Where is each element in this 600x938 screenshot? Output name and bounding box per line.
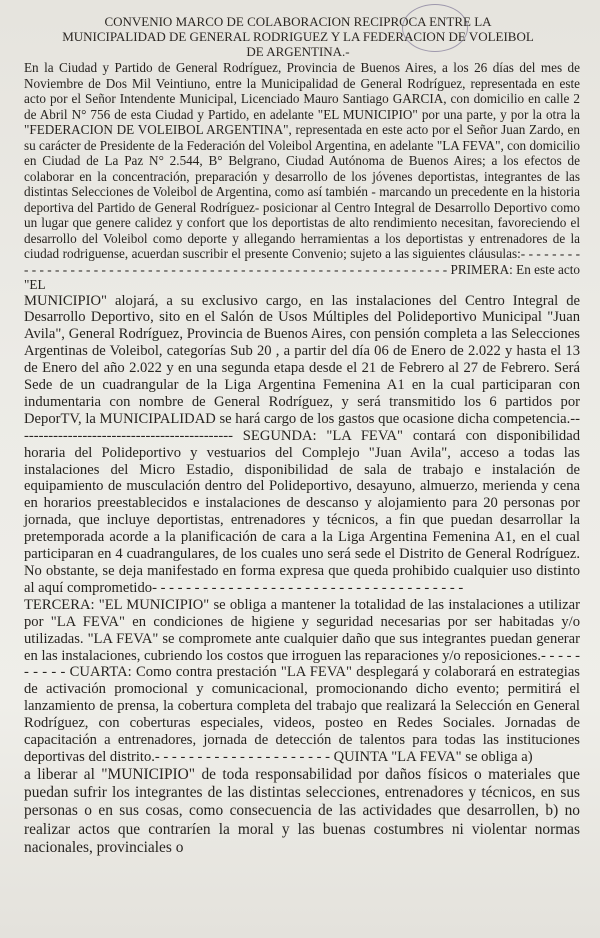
clause-primera-segunda: MUNICIPIO" alojará, a su exclusivo cargo, en las instalaciones del Centro Integral de Desarrollo Deportivo, sito en el Salón de Usos Múltiples del Polideportivo Municipal "Juan Avila", General Rodríguez, Provincia de Buenos Aires, con pensión completa a las Selecciones Argentinas de Voleibol, categorías Sub 20 , a partir del día 06 de Enero de 2.022 y hasta el 13 de Enero del año 2.022 y en una segunda etapa desde el 21 de Febrero al 27 de Febrero. Será Sede de un cuadrangular de la Liga Argentina Femenina A1 en la cual participaran con indumentaria con nombre de General Rodríguez, y será transmitido los 6 partidos por DeporTV, la MUNICIPALIDAD se hará cargo de los gastos que ocasione dicha competencia.--------------------------------------------- SEGUNDA: "LA FEVA" contará con disponibilidad horaria del Polideportivo y vestuarios del Complejo "Juan Avila", acceso a todas las instalaciones del Micro Estadio, disponibilidad de sala de trabajo e instalación de equipamiento de musculación dentro del Polideportivo, desayuno, almuerzo, merienda y cena en horarios preestablecidos e instalaciones de descanso y alojamiento para 20 personas por jornada, que incluye deportistas, entrenadores y técnicos, a fin que puedan desarrollar la pretemporada acorde a la planificación de cara a la Liga Argentina Femenina A1, en el cual participaran en 4 cuadrangulares, de los cuales uno será sede el Distrito de General Rodríguez. No obstante, se deja manifestado en forma expresa que queda prohibido cualquier uso distinto al aquí comprometido- - - - - - - - - - - - - - - - - - - - - - - - - - - - - - - - - - - - - <box>24 292 580 596</box>
clause-quinta-continued: a liberar al "MUNICIPIO" de toda responsabilidad por daños físicos o materiales que puedan sufrir los integrantes de las distintas selecciones, entrenadores y técnicos, en sus personas o en sus cosas, como consecuencia de las actividades que desarrollen, b) no realizar actos que contraríen la moral y las buenas costumbres ni violentar normas nacionales, provinciales o <box>24 765 580 857</box>
document-body <box>24 60 580 857</box>
intro-paragraph: En la Ciudad y Partido de General Rodríguez, Provincia de Buenos Aires, a los 26 días del mes de Noviembre de Dos Mil Veintiuno, entre la Municipalidad de General Rodríguez, representada en este acto por el Señor Intendente Municipal, Licenciado Mauro Santiago GARCIA, con domicilio en calle 2 de Abril N° 756 de esta Ciudad y Partido, en adelante "EL MUNICIPIO" por una parte, y por la otra la "FEDERACION DE VOLEIBOL ARGENTINA", representada en este acto por el Señor Juan Zardo, en su carácter de Presidente de la Federación del Voleibol Argentina, en adelante "LA FEVA", con domicilio en Ciudad de La Paz N° 2.544, B° Belgrano, Ciudad Autónoma de Buenos Aires; a los efectos de colaborar en la concentración, preparación y desarrollo de los jóvenes deportistas, integrantes de las distintas Selecciones de Voleibol de Argentina, como así también - marcando un precedente en la historia deportiva del Partido de General Rodríguez- posicionar al Centro Integral de Desarrollo Deportivo como un lugar que genere calidez y confort que los deportistas de alto rendimiento necesitan, favoreciendo el desarrollo del Voleibol como deporte y allegando herramientas a los deportistas y entrenadores de la ciudad rodriguense, acuerdan suscribir el presente Convenio; sujeto a las siguientes cláusulas:- - - - - - - - - - - - - - - - - - - - - - - - - - - - - - - - - - - - - - - - - - - - - - - - - - - - - - - - - - - - - - - PRIMERA: En este acto "EL <box>24 60 580 292</box>
title-line-1: CONVENIO MARCO DE COLABORACION RECIPROCA ENTRE LA <box>104 14 492 29</box>
title-line-2: MUNICIPALIDAD DE GENERAL RODRIGUEZ Y LA FEDERACION DE VOLEIBOL <box>62 29 534 44</box>
document-title <box>58 14 538 59</box>
clause-tercera-cuarta-quinta: TERCERA: "EL MUNICIPIO" se obliga a mantener la totalidad de las instalaciones a utilizar por "LA FEVA" en condiciones de higiene y seguridad necesarias por ser habitadas y/o utilizadas. "LA FEVA" se compromete ante cualquier daño que sus integrantes puedan generar en las instalaciones, cubriendo los costos que irroguen las reparaciones y/o reposiciones.- - - - - - - - - - CUARTA: Como contra prestación "LA FEVA" desplegará y colaborará en estrategias de activación promocional y comunicacional, promocionando dicho evento; permitirá el lanzamiento de prensa, la cobertura completa del trabajo que realizará la Selección en General Rodríguez, con coberturas especiales, videos, posteo en Redes Sociales. Jornadas de capacitación a entrenadores, jornada de detección de talentos para todas las instituciones deportivas del distrito.- - - - - - - - - - - - - - - - - - - - - QUINTA "LA FEVA" se obliga a) <box>24 596 580 765</box>
title-line-3: DE ARGENTINA.- <box>246 44 350 59</box>
